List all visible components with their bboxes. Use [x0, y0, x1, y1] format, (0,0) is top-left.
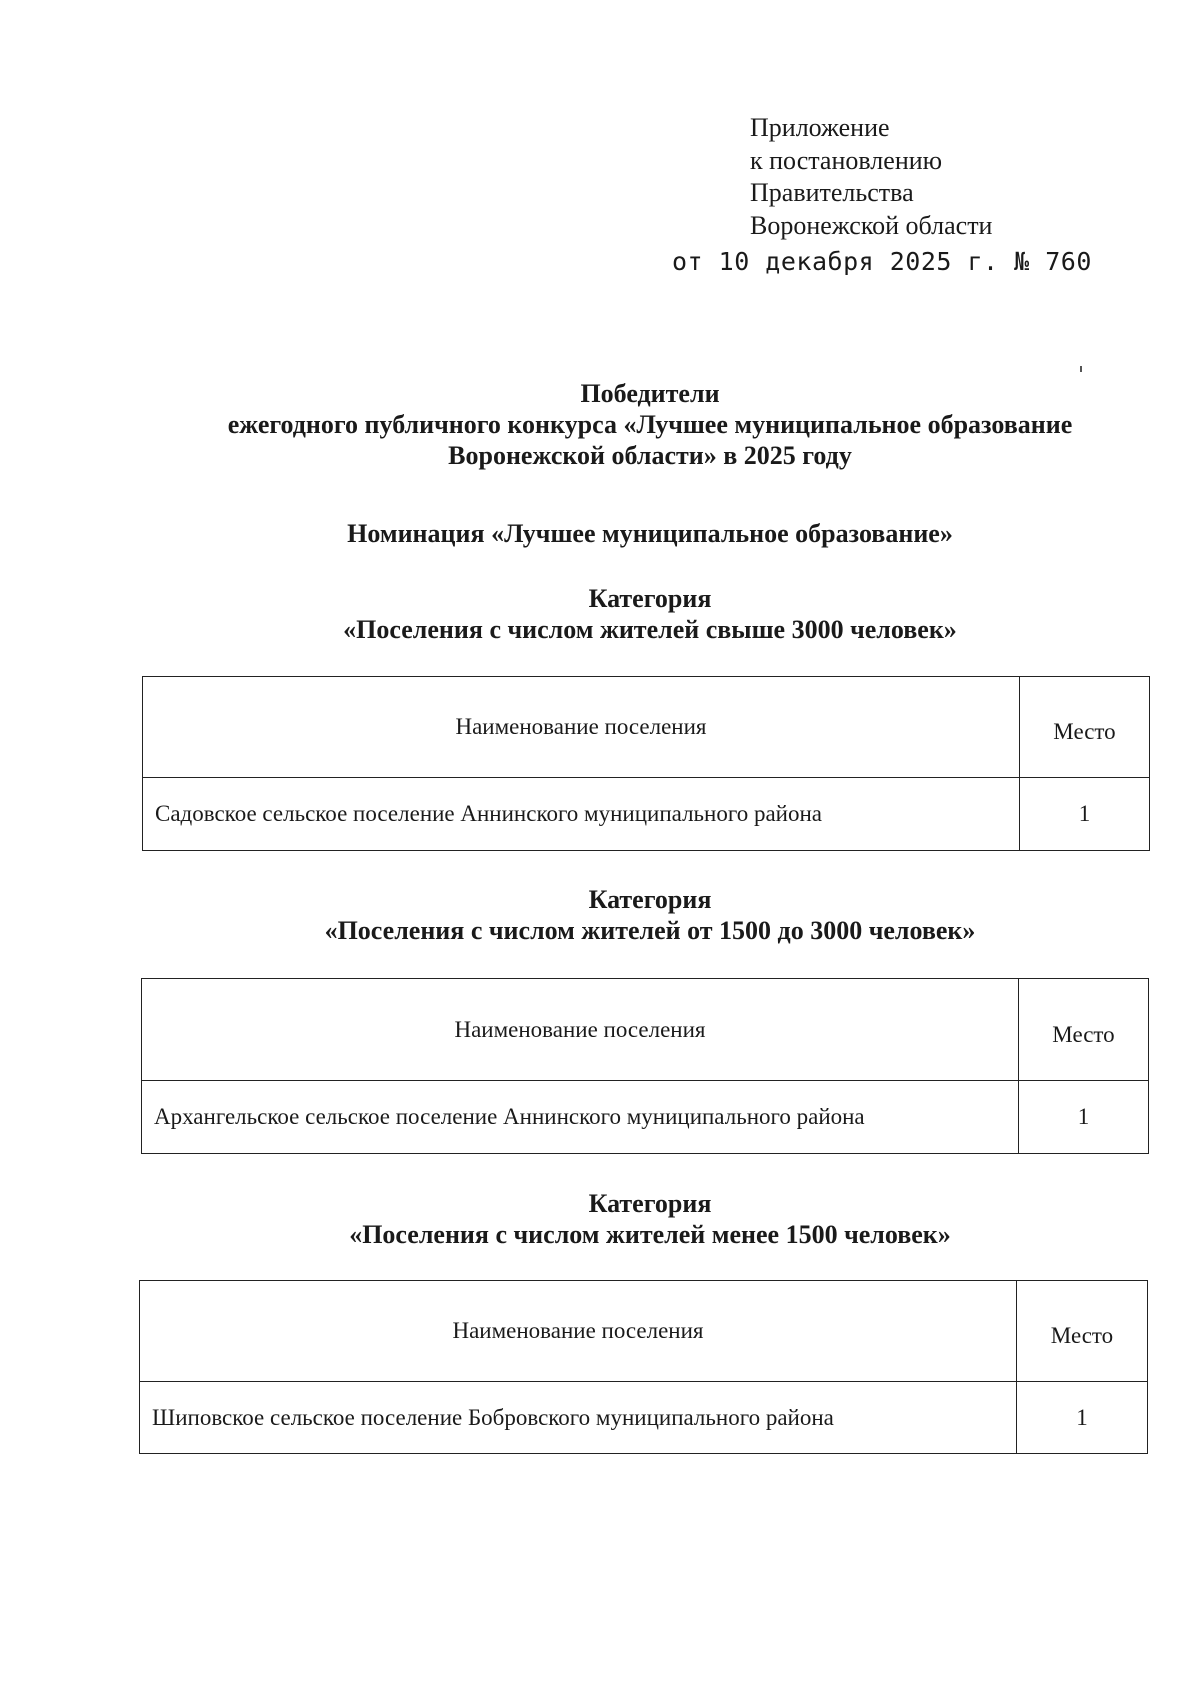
appendix-line: к постановлению: [750, 145, 943, 175]
table-header-row: [142, 979, 1149, 1081]
category-heading: [0, 1188, 1200, 1250]
place-value: 1: [1019, 1081, 1149, 1154]
title-line: Воронежской области» в 2025 году: [448, 441, 852, 470]
nomination-title: Номинация «Лучшее муниципальное образование»: [347, 519, 953, 548]
category-label: Категория: [588, 885, 712, 914]
title-line: Победители: [580, 379, 720, 408]
category-label: Категория: [588, 1189, 712, 1218]
appendix-line: Правительства: [750, 178, 914, 207]
column-header-place: Место: [1019, 979, 1149, 1081]
category-name: «Поселения с числом жителей свыше 3000 человек»: [343, 615, 957, 644]
table-row: [142, 1081, 1149, 1154]
table-header-row: [140, 1281, 1148, 1382]
column-header-name: Наименование поселения: [140, 1281, 1017, 1382]
winners-table: [142, 676, 1150, 851]
settlement-name: Шиповское сельское поселение Бобровского муниципального района: [140, 1382, 1017, 1454]
appendix-block: [750, 112, 992, 242]
scan-mark: [1080, 366, 1082, 372]
table-header-row: [143, 677, 1150, 778]
decree-line: от 10 декабря 2025 г. № 760: [672, 247, 1092, 276]
document-title: [0, 378, 1200, 471]
column-header-name: Наименование поселения: [143, 677, 1020, 778]
column-header-place: Место: [1020, 677, 1150, 778]
winners-table: [139, 1280, 1148, 1454]
settlement-name: Архангельское сельское поселение Аннинского муниципального района: [142, 1081, 1019, 1154]
column-header-place: Место: [1017, 1281, 1148, 1382]
column-header-name: Наименование поселения: [142, 979, 1019, 1081]
category-name: «Поселения с числом жителей от 1500 до 3000 человек»: [324, 916, 976, 945]
place-value: 1: [1017, 1382, 1148, 1454]
settlement-name: Садовское сельское поселение Аннинского муниципального района: [143, 778, 1020, 851]
title-line: ежегодного публичного конкурса «Лучшее муниципальное образование: [227, 410, 1073, 439]
appendix-line: Воронежской области: [750, 210, 993, 240]
winners-table: [141, 978, 1149, 1154]
table-row: [143, 778, 1150, 851]
table-row: [140, 1382, 1148, 1454]
category-name: «Поселения с числом жителей менее 1500 человек»: [349, 1220, 951, 1249]
place-value: 1: [1020, 778, 1150, 851]
appendix-line: Приложение: [750, 113, 890, 142]
category-label: Категория: [588, 584, 712, 613]
category-heading: [0, 583, 1200, 645]
category-heading: [0, 884, 1200, 946]
